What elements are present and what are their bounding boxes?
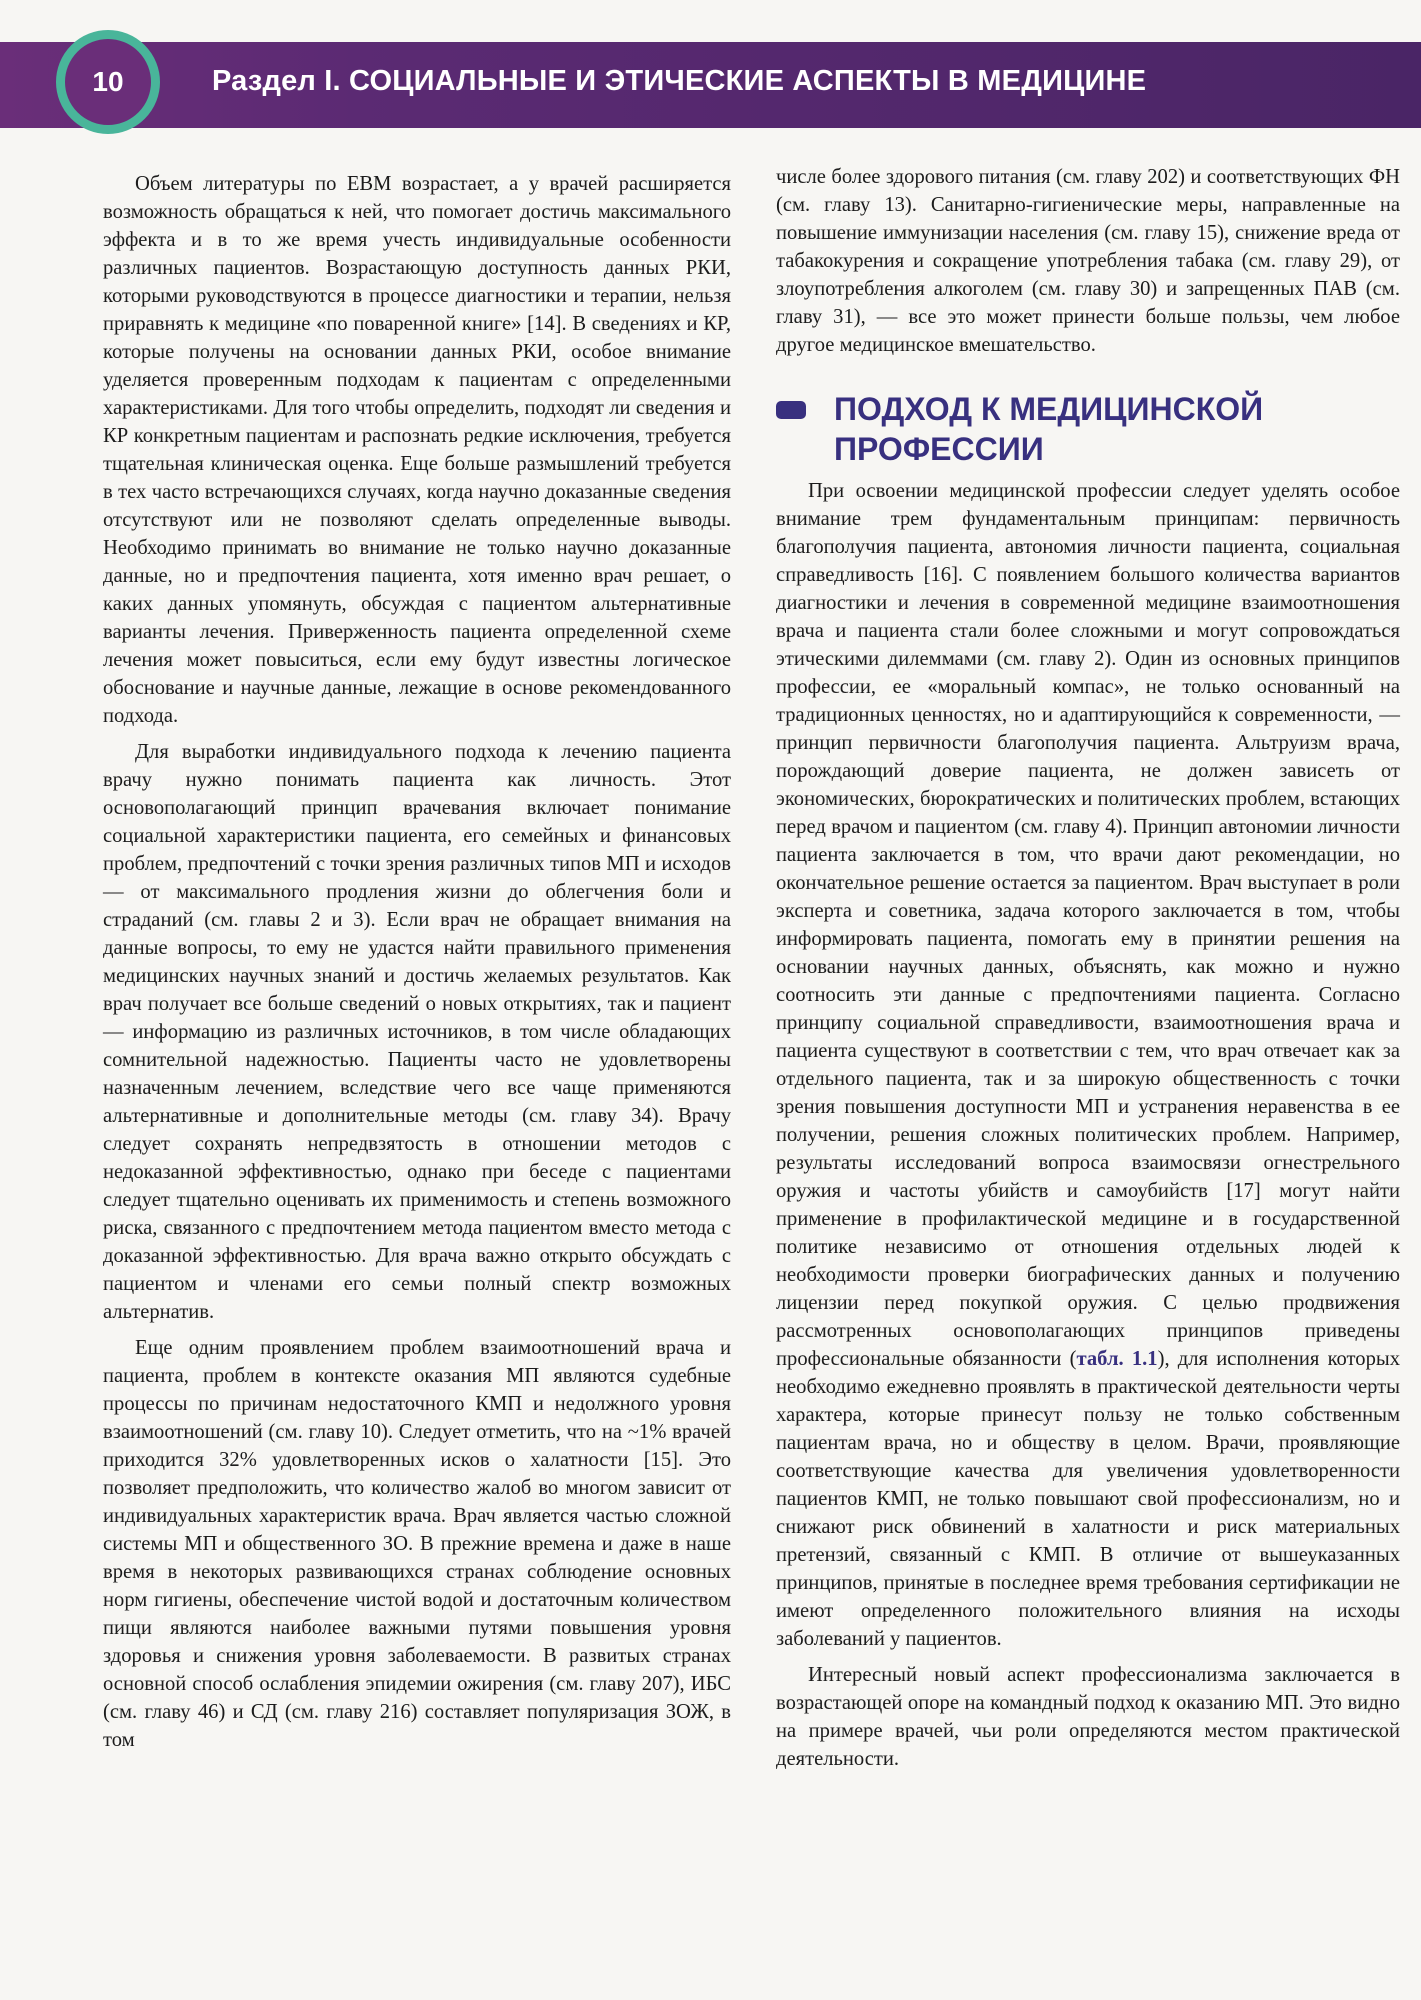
- heading-marker-icon: [776, 401, 806, 419]
- page-number: 10: [92, 66, 124, 97]
- heading-line-1: ПОДХОД К МЕДИЦИНСКОЙ: [834, 391, 1264, 427]
- paragraph-professionalism-tail: ), для исполнения которых необходимо ежедневно проявлять в практической деятельности черты характера, которые принесут пользу не только собственным пациентам врача, но и обществу в целом. Врачи, проявляющие соответствующие качества для увеличения удовлетворенности пациентов КМП, не только повышают свой профессионализм, но и снижают риск обвинений в халатности и риск материальных претензий, связанный с КМП. В отличие от вышеуказанных принципов, принятые в последнее время требования сертификации не имеют определенного положительного влияния на исходы заболеваний у пациентов.: [776, 1348, 1401, 1650]
- page-number-badge: [56, 30, 160, 134]
- heading-line-2: ПРОФЕССИИ: [834, 431, 1044, 467]
- paragraph-ebm: Объем литературы по ЕВМ возрастает, а у врачей расширяется возможность обращаться к ней, что помогает достичь максимального эффекта и в то же время учесть индивидуальные особенности различных пациентов. Возрастающую доступность данных РКИ, которыми руководствуются в процессе диагностики и терапии, нельзя приравнять к медицине «по поваренной книге» [14]. В сведениях и КР, которые получены на основании данных РКИ, особое внимание уделяется проверенным подходам к пациентам с определенными характеристиками. Для того чтобы определить, подходят ли сведения и КР конкретным пациентам и распознать редкие исключения, требуется тщательная клиническая оценка. Еще больше размышлений требуется в тех часто встречающихся случаях, когда научно доказанные сведения отсутствуют или не позволяют сделать определенные выводы. Необходимо принимать во внимание не только научно доказанные данные, но и предпочтения пациента, хотя именно врач решает, о каких данных упомянуть, обсуждая с пациентом альтернативные варианты лечения. Приверженность пациента определенной схеме лечения может повыситься, если ему будут известны логическое обоснование и научные данные, лежащие в основе рекомендованного подхода.: [103, 173, 731, 727]
- paragraph-professionalism: [776, 477, 1400, 1653]
- paragraph-continued: числе более здорового питания (см. главу 202) и соответствующих ФН (см. главу 13). Санитарно-гигиенические меры, направленные на повышение иммунизации населения (см. главу 15), снижение вреда от табакокурения и сокращение употребления табака (см. главу 29), от злоупотребления алкоголем (см. главу 30) и запрещенных ПАВ (см. главу 31), — все это может принести больше пользы, чем любое другое медицинское вмешательство.: [776, 166, 1400, 356]
- paragraph-team-approach: Интересный новый аспект профессионализма заключается в возрастающей опоре на командный подход к оказанию МП. Это видно на примере врачей, чьи роли определяются местом практической деятельности.: [776, 1664, 1400, 1770]
- paragraph-litigation: Еще одним проявлением проблем взаимоотношений врача и пациента, проблем в контексте оказания МП являются судебные процессы по причинам недостаточного КМП и недолжного уровня взаимоотношений (см. главу 10). Следует отметить, что на ~1% врачей приходится 32% удовлетворенных исков о халатности [15]. Это позволяет предположить, что количество жалоб во многом зависит от индивидуальных характеристик врача. Врач является частью сложной системы МП и общественного ЗО. В прежние времена и даже в наше время в некоторых развивающихся странах соблюдение основных норм гигиены, обеспечение чистой водой и достаточным количеством пищи являются наиболее важными путями повышения уровня здоровья и снижения уровня заболеваемости. В развитых странах основной способ ослабления эпидемии ожирения (см. главу 207), ИБС (см. главу 46) и СД (см. главу 216) составляет популяризация ЗОЖ, в том: [103, 1337, 731, 1751]
- left-column: [103, 170, 731, 1754]
- section-heading: [776, 389, 1400, 469]
- section-title: Раздел I. СОЦИАЛЬНЫЕ И ЭТИЧЕСКИЕ АСПЕКТЫ В МЕДИЦИНЕ: [212, 65, 1147, 97]
- right-column: [776, 163, 1400, 1773]
- paragraph-individual-approach: Для выработки индивидуального подхода к лечению пациента врачу нужно понимать пациента как личность. Этот основополагающий принцип врачевания включает понимание социальной характеристики пациента, его семейных и финансовых проблем, предпочтений с точки зрения различных типов МП и исходов — от максимального продления жизни до облегчения боли и страданий (см. главы 2 и 3). Если врач не обращает внимания на данные вопросы, то ему не удастся найти правильного применения медицинских научных знаний и достичь желаемых результатов. Как врач получает все больше сведений о новых открытиях, так и пациент — информацию из различных источников, в том числе обладающих сомнительной надежностью. Пациенты часто не удовлетворены назначенным лечением, вследствие чего все чаще применяются альтернативные и дополнительные методы (см. главу 34). Врачу следует сохранять непредвзятость в отношении методов с недоказанной эффективностью, однако при беседе с пациентами следует тщательно оценивать их применимость и степень возможного риска, связанного с предпочтением метода пациентом вместо метода с доказанной эффективностью. Для врача важно открыто обсуждать с пациентом и членами его семьи полный спектр возможных альтернатив.: [103, 741, 731, 1323]
- table-reference-link[interactable]: табл. 1.1: [1076, 1348, 1158, 1370]
- paragraph-professionalism-text: При освоении медицинской профессии следует уделять особое внимание трем фундаментальным принципам: первичность благополучия пациента, автономия личности пациента, социальная справедливость [16]. С появлением большого количества вариантов диагностики и лечения в современной медицине взаимоотношения врача и пациента стали более сложными и могут сопровождаться этическими дилеммами (см. главу 2). Один из основных принципов профессии, ее «моральный компас», не только основанный на традиционных ценностях, но и адаптирующийся к современности, — принцип первичности благополучия пациента. Альтруизм врача, порождающий доверие пациента, не должен зависеть от экономических, бюрократических и политических проблем, встающих перед врачом и пациентом (см. главу 4). Принцип автономии личности пациента заключается в том, что врачи дают рекомендации, но окончательное решение остается за пациентом. Врач выступает в роли эксперта и советника, задача которого заключается в том, чтобы информировать пациента, помогать ему в принятии решения на основании научных данных, объяснять, как можно и нужно соотносить эти данные с предпочтениями пациента. Согласно принципу социальной справедливости, взаимоотношения врача и пациента существуют в соответствии с тем, что врач отвечает как за отдельного пациента, так и за широкую общественность с точки зрения повышения доступности МП и устранения неравенства в ее получении, решения сложных политических проблем. Например, результаты исследований вопроса взаимосвязи огнестрельного оружия и частоты убийств и самоубийств [17] могут найти применение в профилактической медицине и в государственной политике независимо от отношения отдельных людей к необходимости проверки биографических данных и получению лицензии перед покупкой оружия. С целью продвижения рассмотренных основополагающих принципов приведены профессиональные обязанности (: [776, 480, 1400, 1370]
